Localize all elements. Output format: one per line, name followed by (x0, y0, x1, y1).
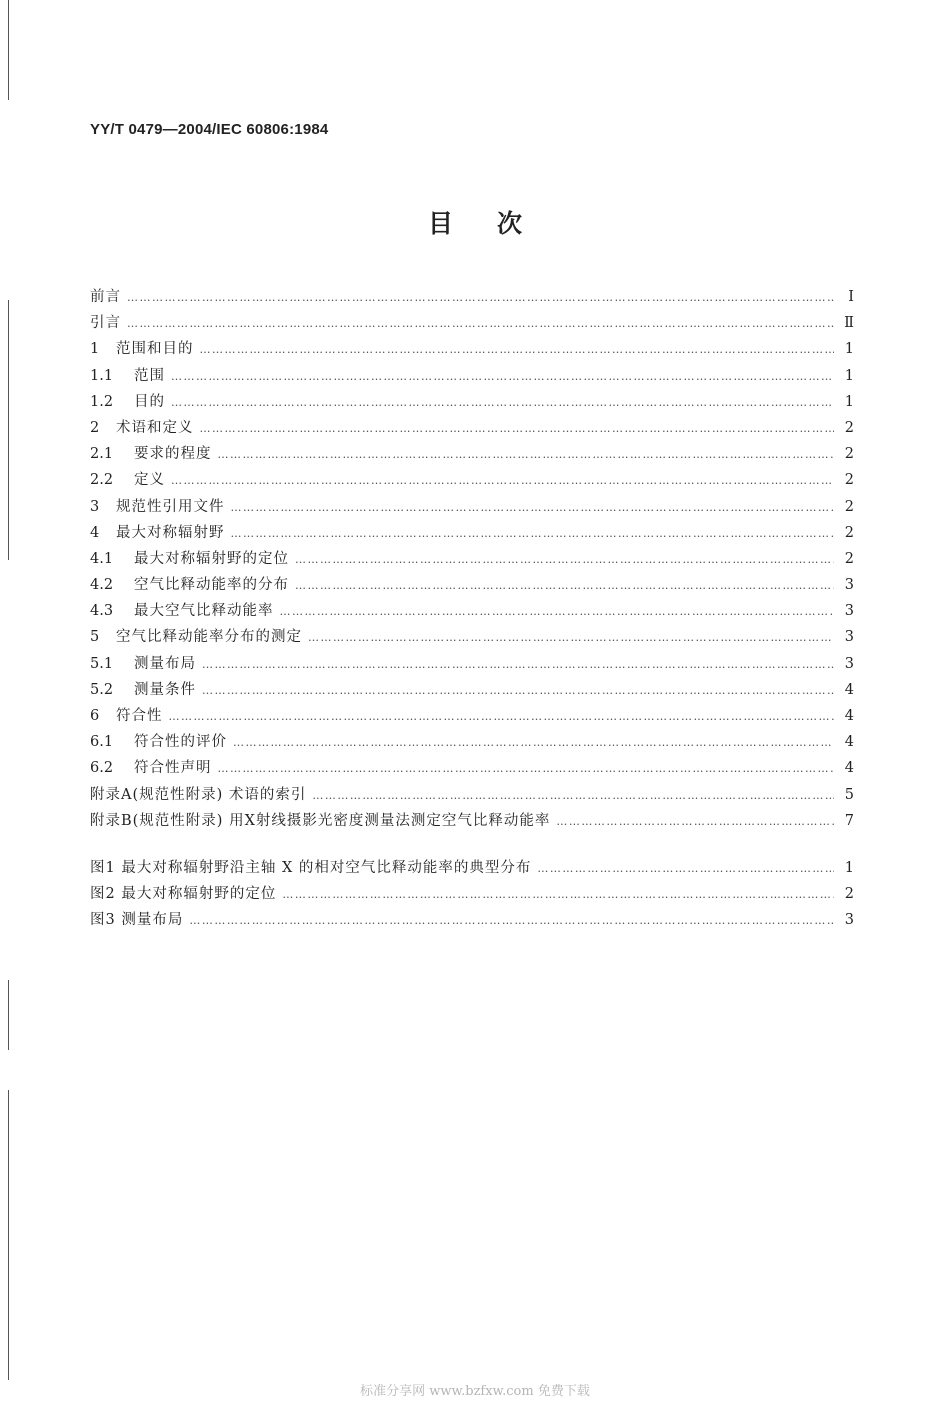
toc-entry[interactable] (90, 547, 854, 573)
entry-number: 6.2 (90, 760, 114, 777)
dot-leader (537, 862, 834, 875)
entry-label: 最大对称辐射野的定位 (134, 550, 289, 567)
dot-leader (189, 914, 834, 927)
entry-number: 4.2 (90, 577, 114, 594)
entry-page-number: 1 (844, 341, 854, 358)
entry-number: 1.2 (90, 393, 114, 410)
dot-leader (169, 710, 835, 723)
dot-leader (218, 762, 835, 775)
toc-entry[interactable] (90, 442, 854, 468)
entry-label: 测量布局 (134, 655, 196, 672)
figure-entry[interactable] (90, 856, 854, 882)
toc-entry[interactable] (90, 521, 854, 547)
entry-label: 引言 (90, 315, 121, 332)
entry-label: 符合性声明 (134, 760, 212, 777)
entry-page-number: 3 (844, 577, 854, 594)
entry-page-number: 2 (844, 524, 854, 541)
dot-leader (200, 422, 835, 435)
dot-leader (202, 658, 834, 671)
dot-leader (200, 343, 835, 356)
entry-page-number: I (848, 289, 854, 305)
dot-leader (295, 553, 834, 566)
entry-page-number: 3 (844, 603, 854, 620)
entry-number: 4.3 (90, 603, 114, 620)
entry-number: 2 (90, 419, 100, 436)
entry-label: 图1 最大对称辐射野沿主轴 X 的相对空气比释动能率的典型分布 (90, 860, 532, 876)
entry-page-number: 3 (844, 629, 854, 646)
dot-leader (233, 736, 834, 749)
entry-label: 最大空气比释动能率 (134, 603, 274, 620)
toc-entry[interactable] (90, 285, 854, 311)
entry-number: 5.1 (90, 655, 114, 672)
dot-leader (556, 815, 834, 828)
toc-entry[interactable] (90, 599, 854, 625)
entry-label: 定义 (134, 472, 165, 489)
entry-page-number: 7 (844, 812, 854, 829)
entry-page-number: 2 (844, 419, 854, 436)
entry-label: 目的 (134, 393, 165, 410)
entry-number: 6 (90, 708, 100, 724)
page-title: 目次 (427, 209, 566, 238)
entry-label: 空气比释动能率分布的测定 (116, 629, 302, 646)
entry-page-number: 2 (844, 446, 854, 463)
entry-number: 2.1 (90, 446, 114, 463)
dot-leader (308, 631, 834, 644)
entry-page-number: 4 (844, 681, 854, 698)
entry-label: 规范性引用文件 (116, 498, 225, 515)
entry-page-number: 4 (844, 760, 854, 777)
dot-leader (231, 527, 835, 540)
entry-label: 附录B(规范性附录) 用X射线摄影光密度测量法测定空气比释动能率 (90, 812, 551, 829)
toc-entry[interactable] (90, 809, 854, 835)
standard-code: YY/T 0479—2004/IEC 60806:1984 (90, 121, 329, 138)
entry-page-number: 2 (844, 886, 854, 903)
entry-page-number: 2 (844, 472, 854, 489)
figure-entry[interactable] (90, 908, 854, 934)
entry-number: 2.2 (90, 472, 114, 489)
toc-entry[interactable] (90, 468, 854, 494)
entry-number: 5 (90, 629, 100, 646)
dot-leader (282, 888, 834, 901)
entry-label: 图2 最大对称辐射野的定位 (90, 886, 277, 903)
dot-leader (171, 474, 834, 487)
entry-page-number: 1 (844, 367, 854, 384)
toc-entry[interactable] (90, 416, 854, 442)
entry-label: 最大对称辐射野 (116, 524, 225, 541)
entry-page-number: 5 (844, 786, 854, 803)
entry-label: 要求的程度 (134, 446, 212, 463)
table-of-contents (90, 285, 854, 835)
scan-edge-line (8, 980, 9, 1050)
entry-number: 4 (90, 524, 100, 541)
toc-entry[interactable] (90, 573, 854, 599)
entry-page-number: 2 (844, 550, 854, 567)
entry-label: 空气比释动能率的分布 (134, 577, 289, 594)
entry-label: 术语和定义 (116, 419, 194, 436)
entry-number: 6.1 (90, 734, 114, 751)
entry-label: 范围和目的 (116, 341, 194, 358)
dot-leader (280, 605, 835, 618)
dot-leader (312, 789, 834, 802)
figure-entry[interactable] (90, 882, 854, 908)
toc-entry[interactable] (90, 678, 854, 704)
entry-number: 5.2 (90, 681, 114, 698)
entry-label: 符合性 (116, 708, 163, 724)
toc-entry[interactable] (90, 652, 854, 678)
entry-page-number: 4 (844, 708, 854, 724)
scan-edge-line (8, 1090, 9, 1380)
entry-number: 3 (90, 498, 100, 515)
entry-page-number: 1 (844, 393, 854, 410)
entry-number: 4.1 (90, 550, 114, 567)
dot-leader (127, 317, 834, 330)
entry-page-number: 3 (844, 655, 854, 672)
entry-label: 符合性的评价 (134, 734, 227, 751)
toc-entry[interactable] (90, 364, 854, 390)
scan-edge-line (8, 300, 9, 560)
toc-entry[interactable] (90, 625, 854, 651)
toc-entry[interactable] (90, 756, 854, 782)
dot-leader (127, 291, 834, 304)
toc-entry[interactable] (90, 704, 854, 730)
entry-page-number: 4 (844, 734, 854, 751)
entry-number: 1.1 (90, 367, 114, 384)
dot-leader (231, 501, 835, 514)
toc-entry[interactable] (90, 311, 854, 337)
dot-leader (295, 579, 834, 592)
dot-leader (171, 396, 834, 409)
toc-entry[interactable] (90, 337, 854, 363)
dot-leader (171, 370, 834, 383)
toc-entry[interactable] (90, 495, 854, 521)
toc-entry[interactable] (90, 730, 854, 756)
entry-page-number: Ⅱ (844, 315, 854, 332)
toc-entry[interactable] (90, 783, 854, 809)
figure-list (90, 856, 854, 935)
entry-label: 图3 测量布局 (90, 912, 184, 929)
dot-leader (218, 448, 835, 461)
toc-entry[interactable] (90, 390, 854, 416)
entry-label: 前言 (90, 289, 121, 305)
entry-page-number: 2 (844, 498, 854, 515)
entry-label: 附录A(规范性附录) 术语的索引 (90, 786, 307, 803)
entry-label: 测量条件 (134, 681, 196, 698)
entry-page-number: 3 (844, 912, 854, 929)
entry-page-number: 1 (844, 860, 854, 876)
footer-watermark: 标准分享网 www.bzfxw.com 免费下载 (360, 1384, 590, 1399)
entry-label: 范围 (134, 367, 165, 384)
scan-edge-line (8, 0, 9, 100)
entry-number: 1 (90, 341, 100, 358)
dot-leader (202, 684, 834, 697)
